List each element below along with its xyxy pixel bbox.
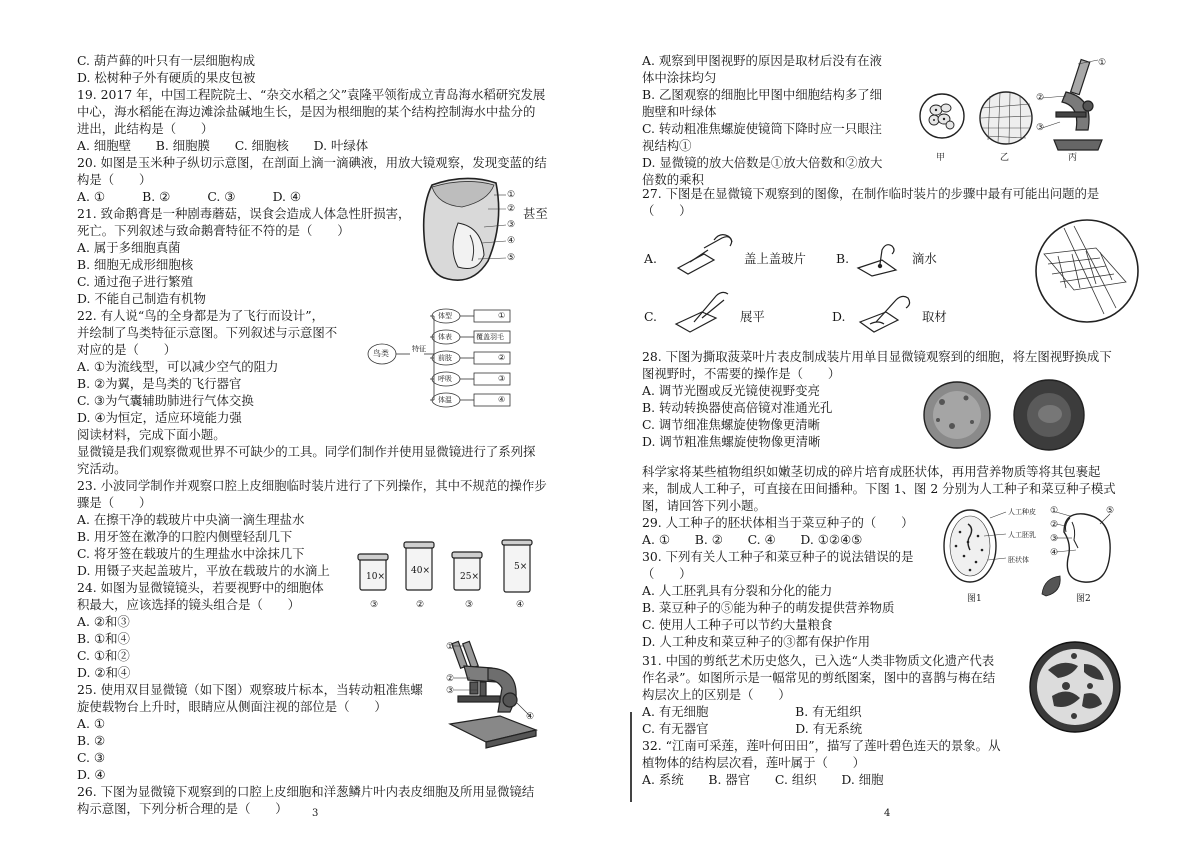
- text-line: 中心，海水稻能在海边滩涂盐碱地生长，是因为根细胞的某个结构控制海水中盐分的: [77, 104, 536, 119]
- text-line: 进出，此结构是（ ）: [77, 121, 214, 136]
- bean-label: ④: [1050, 548, 1059, 558]
- lens-number: ③: [370, 600, 379, 610]
- text-line: 旋使载物台上升时，眼睛应从侧面注视的部位是（ ）: [77, 699, 387, 714]
- text-line: 22. 有人说“鸟的全身都是为了飞行而设计”，: [77, 308, 324, 323]
- fig2-caption: 图2: [1076, 594, 1091, 604]
- text-line: A. 在擦干净的载玻片中央滴一滴生理盐水: [77, 512, 305, 527]
- bird-answer-box: ①: [498, 311, 506, 320]
- art-seed-label: 胚状体: [1008, 556, 1029, 564]
- lens-number: ④: [516, 600, 525, 610]
- text-line: A. ①为流线型，可以减少空气的阻力: [77, 359, 279, 374]
- lens-mag-label: 40×: [411, 566, 430, 576]
- lens-mag-label: 5×: [514, 562, 528, 572]
- bean-label: ③: [1050, 534, 1059, 544]
- paper-cut-figure: [1028, 640, 1122, 734]
- bird-diagram-lines: [362, 306, 562, 416]
- fig1-caption: 图1: [967, 594, 982, 604]
- text-line: B. 用牙签在漱净的口腔内侧壁轻刮几下: [77, 529, 293, 544]
- text-line: 科学家将某些植物组织如嫩茎切成的碎片培育成胚状体，再用营养物质等将其包裹起: [642, 464, 1101, 479]
- text-line: 究活动。: [77, 461, 127, 476]
- text-line: 积最大，应该选择的镜头组合是（ ）: [77, 597, 301, 612]
- text-line: C. 通过孢子进行繁殖: [77, 274, 194, 289]
- scope-label-4: ④: [526, 712, 535, 722]
- page-number: 3: [312, 808, 319, 819]
- bean-label: ⑤: [1106, 506, 1115, 516]
- text-line: A. 系统 B. 器官 C. 组织 D. 细胞: [642, 772, 884, 787]
- text-line: A. ① B. ② C. ③ D. ④: [77, 189, 302, 204]
- bird-feature-label: 前肢: [438, 354, 452, 362]
- text-line: B. ②: [77, 733, 106, 748]
- text-line: A. 属于多细胞真菌: [77, 240, 181, 255]
- text-line: D. 松树种子外有硬质的果皮包被: [77, 70, 256, 85]
- text-line: D. 调节粗准焦螺旋使物像更清晰: [642, 434, 821, 449]
- q26-label-1: ①: [1098, 58, 1107, 68]
- text-line: 视结构①: [642, 138, 692, 153]
- text-line: C. 调节细准焦螺旋使物像更清晰: [642, 417, 820, 432]
- binocular-microscope-figure: [440, 638, 540, 750]
- text-line: 阅读材料，完成下面小题。: [77, 427, 226, 442]
- q27-option-text: 取材: [922, 309, 947, 324]
- text-line: （ ）: [642, 203, 692, 218]
- text-line: C. 葫芦藓的叶只有一层细胞构成: [77, 53, 255, 68]
- bird-answer-box: ④: [498, 395, 506, 404]
- q27-d-illustration: [856, 292, 914, 336]
- q27-option-letter: B.: [836, 251, 850, 266]
- bird-answer-box: 覆盖羽毛: [476, 333, 504, 341]
- lens-number: ③: [465, 600, 474, 610]
- text-line: A. 细胞壁 B. 细胞膜 C. 细胞核 D. 叶绿体: [77, 138, 369, 153]
- leaf-ornament-icon: [1040, 574, 1064, 598]
- q27-b-illustration: [856, 240, 906, 276]
- text-line: 图视野时，不需要的操作是（ ）: [642, 366, 841, 381]
- q28-view-low: [922, 380, 992, 450]
- text-line: 20. 如图是玉米种子纵切示意图，在剖面上滴一滴碘液，用放大镜观察，发现变蓝的结: [77, 155, 547, 170]
- text-line: C. 使用人工种子可以节约大量粮食: [642, 617, 833, 632]
- q26-label-jia: 甲: [936, 153, 946, 163]
- q27-option-letter: C.: [644, 309, 657, 324]
- q27-option-text: 盖上盖玻片: [744, 251, 806, 266]
- text-line: A. 观察到甲图视野的原因是取材后没有在液: [642, 53, 882, 68]
- lens-mag-label: 10×: [366, 572, 385, 582]
- text-line: 图，请回答下列小题。: [642, 498, 766, 513]
- q26-label-2: ②: [1036, 93, 1045, 103]
- binding-mark: [630, 712, 632, 802]
- lens-number: ②: [416, 600, 425, 610]
- bird-feature-label: 体型: [438, 312, 452, 320]
- text-line: D. 显微镜的放大倍数是①放大倍数和②放大: [642, 155, 883, 170]
- text-line: A. 调节光圈或反光镜使视野变亮: [642, 383, 820, 398]
- q27-option-letter: A.: [644, 251, 657, 266]
- text-line: A. ①: [77, 716, 105, 731]
- scope-label-2: ②: [446, 674, 455, 684]
- text-line: B. 细胞无成形细胞核: [77, 257, 194, 272]
- exam-page-4: [600, 0, 1200, 848]
- text-line: B. ①和④: [77, 631, 130, 646]
- text-line: 对应的是（ ）: [77, 342, 177, 357]
- cheek-cells-view: [918, 92, 966, 140]
- text-line-tail: 甚至: [523, 206, 548, 221]
- artificial-seed-figure: [940, 506, 1004, 586]
- text-line: 26. 下图为显微镜下观察到的口腔上皮细胞和洋葱鳞片叶内表皮细胞及所用显微镜结: [77, 784, 535, 799]
- text-line: 构是（ ）: [77, 172, 152, 187]
- text-line: C. 转动粗准焦螺旋使镜筒下降时应一只眼注: [642, 121, 882, 136]
- bird-answer-box: ③: [498, 374, 506, 383]
- text-line: C. 有无器官 D. 有无系统: [642, 721, 863, 736]
- bird-feature-label: 呼吸: [438, 375, 452, 383]
- onion-cells-view: [978, 90, 1034, 146]
- text-line: A. ① B. ② C. ④ D. ①②④⑤: [642, 532, 863, 547]
- q26-label-bing: 丙: [1068, 153, 1078, 163]
- text-line: B. 转动转换器使高倍镜对准通光孔: [642, 400, 833, 415]
- text-line: C. 将牙签在载玻片的生理盐水中涂抹几下: [77, 546, 305, 561]
- q26-label-yi: 乙: [1000, 153, 1010, 163]
- text-line: 32. “江南可采莲，莲叶何田田”，描写了莲叶碧色连天的景象。从: [642, 738, 1001, 753]
- text-line: 植物体的结构层次看，莲叶属于（ ）: [642, 755, 866, 770]
- bird-diagram-center: 鸟类: [373, 349, 389, 358]
- bird-answer-box: ②: [498, 353, 506, 362]
- seed-label-3: ③: [507, 220, 516, 230]
- lens-mag-label: 25×: [460, 572, 479, 582]
- text-line: 骤是（ ）: [77, 495, 152, 510]
- text-line: D. 用镊子夹起盖玻片，平放在载玻片的水滴上: [77, 563, 330, 578]
- text-line: （ ）: [642, 566, 692, 581]
- text-line: 来，制成人工种子，可直接在田间播种。下图 1、图 2 分别为人工种子和菜豆种子模式: [642, 481, 1116, 496]
- text-line: D. 人工种皮和菜豆种子的③都有保护作用: [642, 634, 871, 649]
- text-line: 作名录”。如图所示是一幅常见的剪纸图案，图中的喜鹊与梅在结: [642, 670, 996, 685]
- scope-label-3: ③: [446, 686, 455, 696]
- text-line: 并绘制了鸟类特征示意图。下列叙述与示意图不: [77, 325, 338, 340]
- text-line: B. ②为翼，是鸟类的飞行器官: [77, 376, 242, 391]
- q26-label-3: ③: [1036, 123, 1045, 133]
- text-line: 体中涂抹均匀: [642, 70, 717, 85]
- text-line: 29. 人工种子的胚状体相当于菜豆种子的（ ）: [642, 515, 914, 530]
- page-number: 4: [884, 808, 891, 819]
- text-line: D. ④为恒定，适应环境能力强: [77, 410, 242, 425]
- q27-option-text: 展平: [740, 309, 765, 324]
- text-line: 21. 致命鹅膏是一种剧毒蘑菇，误食会造成人体急性肝损害，: [77, 206, 411, 221]
- text-line: 19. 2017 年，中国工程院院士、“杂交水稻之父”袁隆平领衔成立青岛海水稻研究发展: [77, 87, 546, 102]
- text-line: 28. 下图为撕取菠菜叶片表皮制成装片用单目显微镜观察到的细胞，将左图视野换成下: [642, 349, 1112, 364]
- seed-label-1: ①: [507, 190, 516, 200]
- text-line: 显微镜是我们观察微观世界不可缺少的工具。同学们制作并使用显微镜进行了系列探: [77, 444, 536, 459]
- text-line: 倍数的乘积: [642, 172, 704, 187]
- seed-label-5: ⑤: [507, 253, 516, 263]
- q28-view-high: [1012, 378, 1086, 452]
- text-line: B. 乙图观察的细胞比甲图中细胞结构多了细: [642, 87, 883, 102]
- q27-microscope-view: [1034, 218, 1140, 324]
- monocular-microscope-figure: [1036, 56, 1108, 152]
- text-line: 25. 使用双目显微镜（如下图）观察玻片标本，当转动粗准焦螺: [77, 682, 423, 697]
- text-line: 构示意图，下列分析合理的是（ ）: [77, 801, 288, 816]
- text-line: 30. 下列有关人工种子和菜豆种子的说法错误的是: [642, 549, 914, 564]
- text-line: D. 不能自己制造有机物: [77, 291, 206, 306]
- bean-label: ②: [1050, 520, 1059, 530]
- text-line: 胞壁和叶绿体: [642, 104, 717, 119]
- text-line: 24. 如图为显微镜镜头，若要视野中的细胞体: [77, 580, 324, 595]
- lens-figure: [356, 540, 536, 598]
- text-line: 构层次上的区别是（ ）: [642, 687, 791, 702]
- text-line: A. 人工胚乳具有分裂和分化的能力: [642, 583, 833, 598]
- text-line: 27. 下图是在显微镜下观察到的图像，在制作临时装片的步骤中最有可能出问题的是: [642, 186, 1100, 201]
- q27-c-illustration: [672, 288, 734, 334]
- q27-a-illustration: [674, 228, 736, 278]
- text-line: C. ③: [77, 750, 106, 765]
- text-line: C. ③为气囊辅助肺进行气体交换: [77, 393, 254, 408]
- q27-option-text: 滴水: [912, 251, 937, 266]
- seed-label-4: ④: [507, 236, 516, 246]
- bird-feature-label: 体温: [438, 396, 452, 404]
- bird-feature-label: 体表: [438, 333, 452, 341]
- text-line: D. ④: [77, 767, 106, 782]
- text-line: 31. 中国的剪纸艺术历史悠久，已入选“人类非物质文化遗产代表: [642, 653, 995, 668]
- art-seed-label: 人工种皮: [1008, 508, 1036, 516]
- text-line: A. 有无细胞 B. 有无组织: [642, 704, 862, 719]
- scope-label-1: ①: [446, 642, 455, 652]
- q27-option-letter: D.: [832, 309, 846, 324]
- bean-label: ①: [1050, 506, 1059, 516]
- art-seed-label: 人工胚乳: [1008, 531, 1036, 539]
- text-line: A. ②和③: [77, 614, 130, 629]
- text-line: 死亡。下列叙述与致命鹅膏特征不符的是（ ）: [77, 223, 350, 238]
- bird-diagram-hub: 特征: [412, 345, 426, 353]
- seed-label-2: ②: [507, 204, 516, 214]
- text-line: B. 菜豆种子的⑤能为种子的萌发提供营养物质: [642, 600, 895, 615]
- text-line: C. ①和②: [77, 648, 130, 663]
- text-line: 23. 小波同学制作并观察口腔上皮细胞临时装片进行了下列操作，其中不规范的操作步: [77, 478, 547, 493]
- text-line: D. ②和④: [77, 665, 131, 680]
